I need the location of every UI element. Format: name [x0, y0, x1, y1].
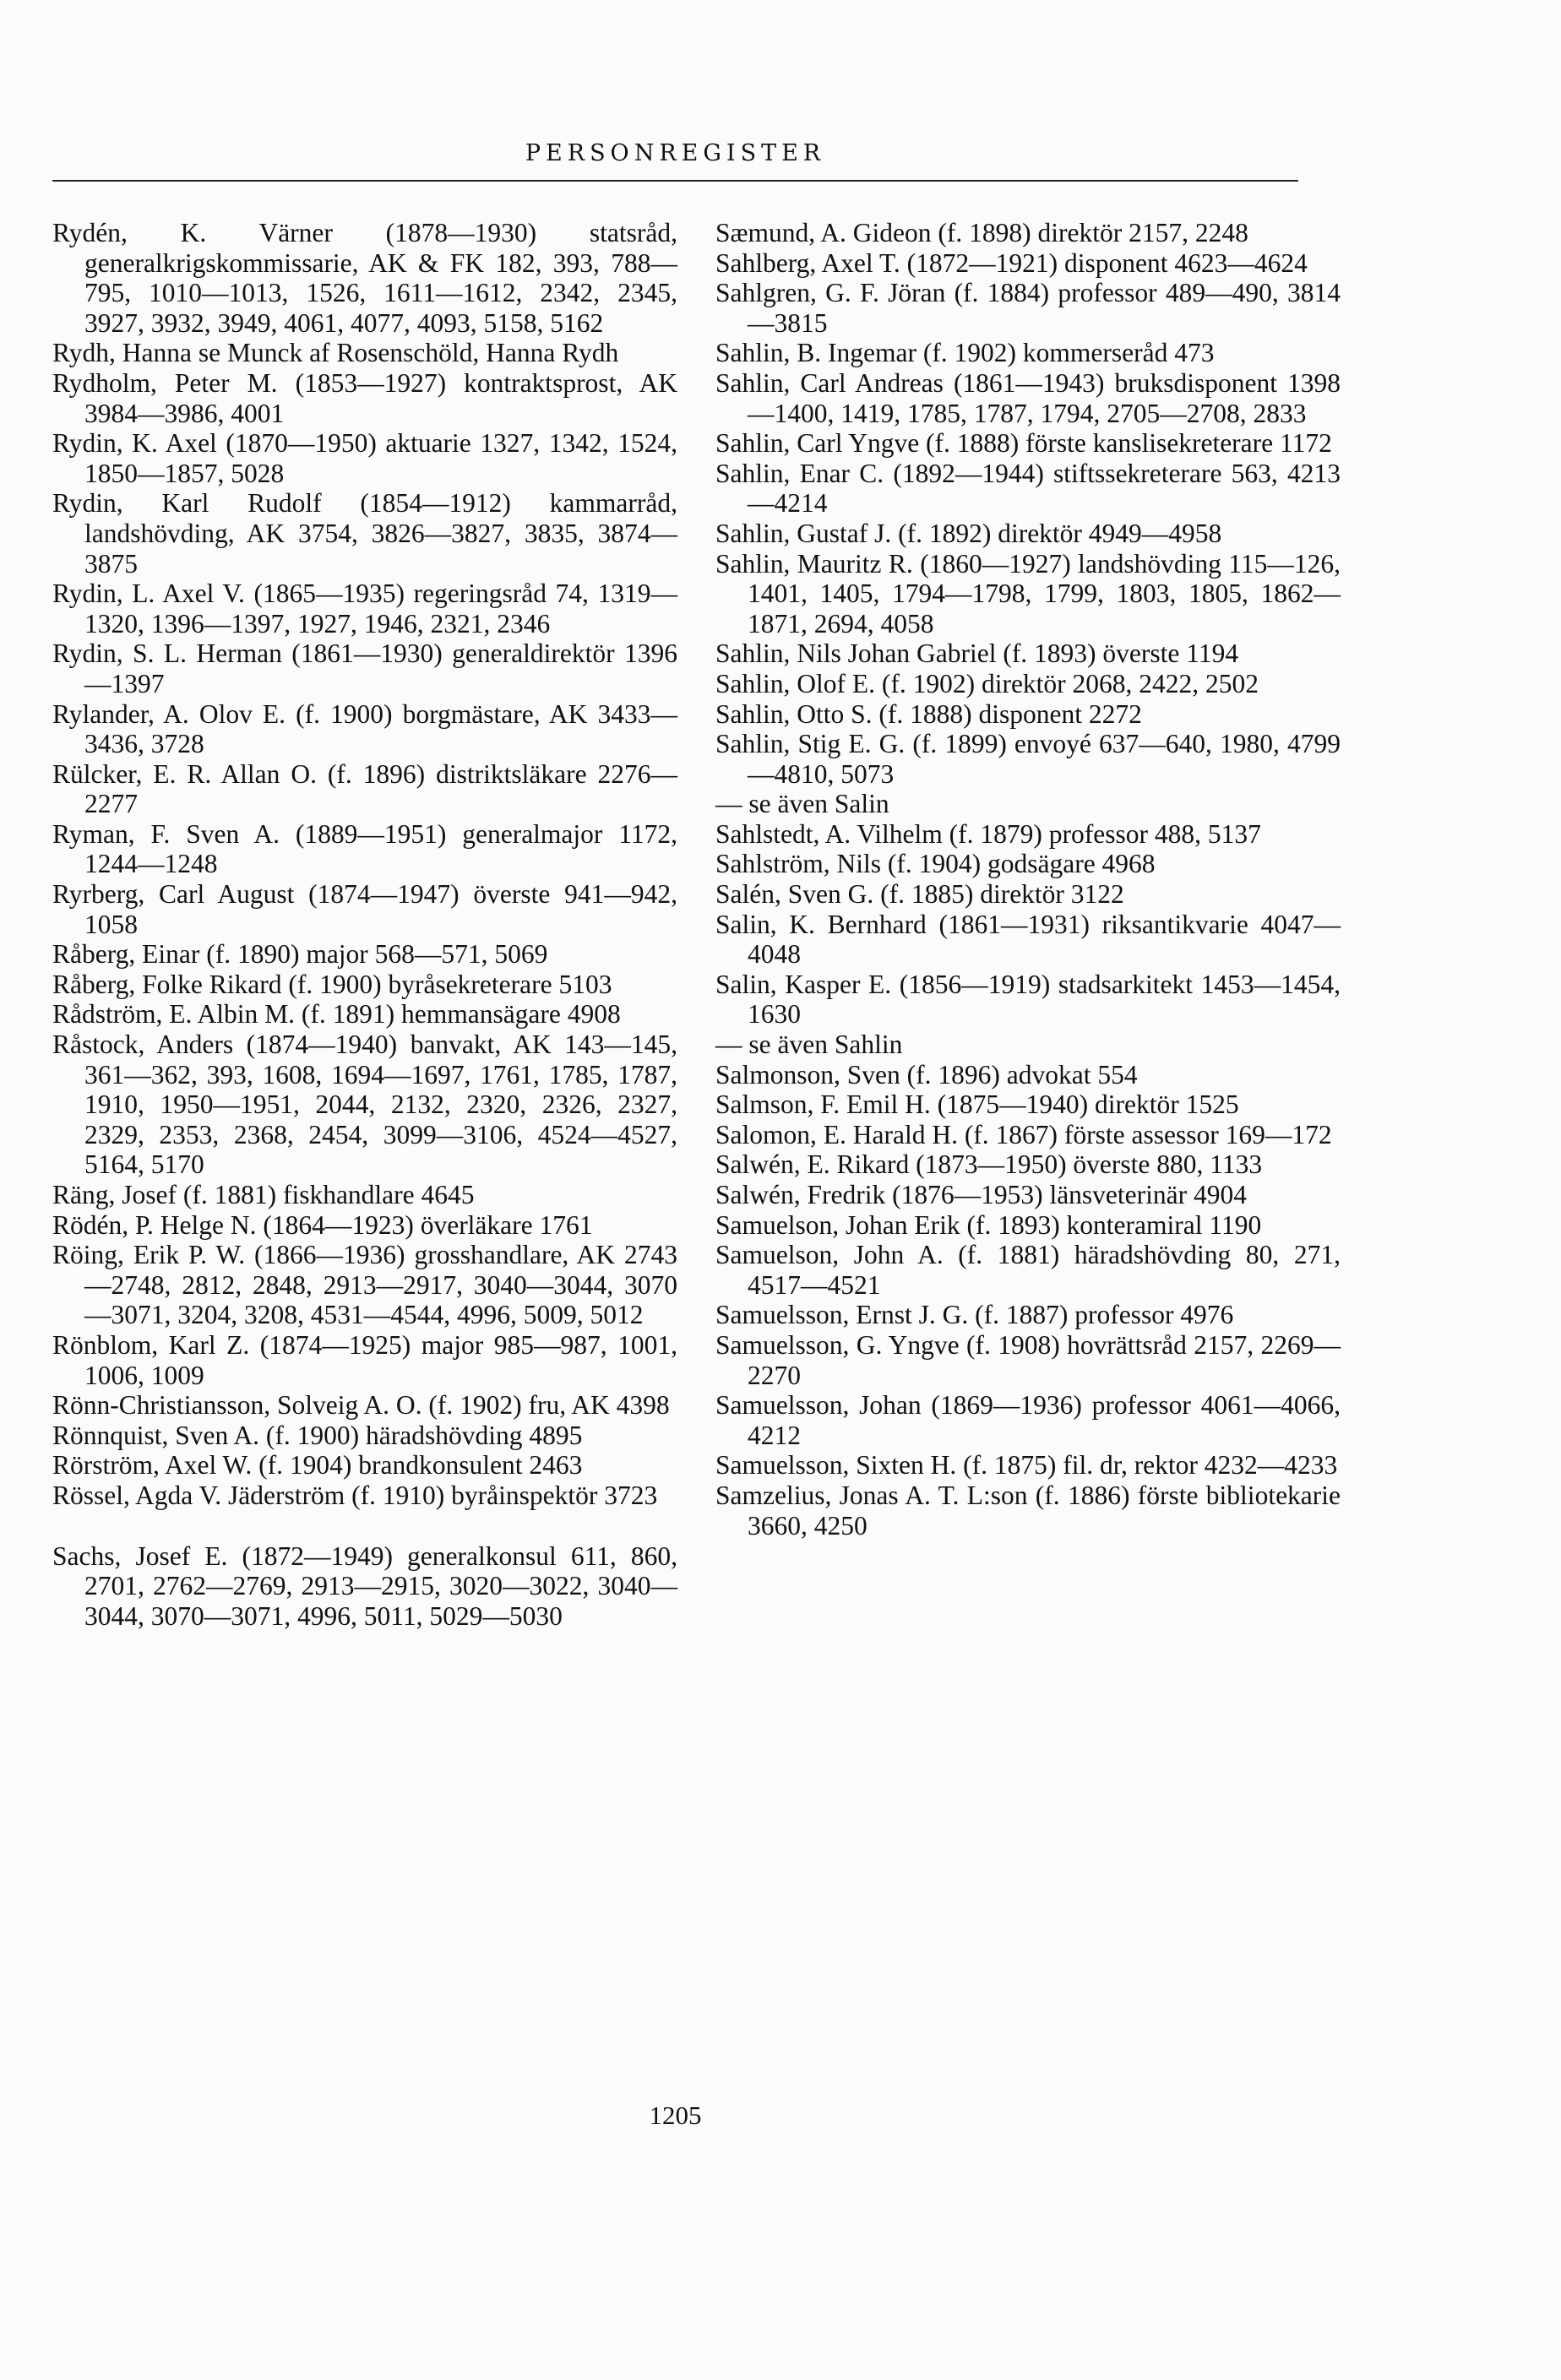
index-entry: Salin, K. Bernhard (1861—1931) riksantikvarie 4047—4048	[715, 909, 1341, 970]
index-entry: Rülcker, E. R. Allan O. (f. 1896) distriktsläkare 2276—2277	[52, 758, 677, 819]
index-entry: Rydén, K. Värner (1878—1930) statsråd, generalkrigskommissarie, AK & FK 182, 393, 788—795, 1010—1013, 1526, 1611—1612, 2342, 2345, 3927, 3932, 3949, 4061, 4077, 4093, 5158, 5162	[52, 218, 677, 338]
index-entry: Sahlin, Carl Yngve (f. 1888) förste kanslisekreterare 1172	[715, 428, 1332, 459]
index-entry: Samuelson, John A. (f. 1881) häradshövding 80, 271, 4517—4521	[715, 1240, 1341, 1300]
index-entry: Rödén, P. Helge N. (1864—1923) överläkare 1761	[52, 1209, 593, 1240]
index-entry: Samuelsson, Johan (1869—1936) professor 4061—4066, 4212	[715, 1390, 1341, 1450]
index-entry: Salomon, E. Harald H. (f. 1867) förste assessor 169—172	[715, 1119, 1332, 1149]
index-entry: Ryrberg, Carl August (1874—1947) överste 941—942, 1058	[52, 879, 677, 939]
index-entry: Rydin, Karl Rudolf (1854—1912) kammarråd, landshövding, AK 3754, 3826—3827, 3835, 3874—3875	[52, 488, 677, 579]
index-entry: Rydholm, Peter M. (1853—1927) kontraktsprost, AK 3984—3986, 4001	[52, 367, 677, 428]
index-entry: Ryman, F. Sven A. (1889—1951) generalmajor 1172, 1244—1248	[52, 818, 677, 879]
index-entry: Sachs, Josef E. (1872—1949) generalkonsul 611, 860, 2701, 2762—2769, 2913—2915, 3020—3022, 3040—3044, 3070—3071, 4996, 5011, 5029—5030	[52, 1540, 677, 1631]
index-entry: Sahlin, Nils Johan Gabriel (f. 1893) överste 1194	[715, 638, 1239, 669]
index-entry: Sahlin, Carl Andreas (1861—1943) bruksdisponent 1398—1400, 1419, 1785, 1787, 1794, 2705—2708, 2833	[715, 367, 1341, 428]
index-entry: Råberg, Folke Rikard (f. 1900) byråsekreterare 5103	[52, 969, 612, 999]
index-entry: Samuelsson, Ernst J. G. (f. 1887) professor 4976	[715, 1300, 1234, 1330]
index-entry: Sahlin, Enar C. (1892—1944) stiftssekreterare 563, 4213—4214	[715, 458, 1341, 519]
index-entry: Sahlin, Mauritz R. (1860—1927) landshövding 115—126, 1401, 1405, 1794—1798, 1799, 1803, 1805, 1862—1871, 2694, 4058	[715, 548, 1341, 638]
index-entry: Rörström, Axel W. (f. 1904) brandkonsulent 2463	[52, 1450, 583, 1481]
index-entry: Sahlin, Stig E. G. (f. 1899) envoyé 637—640, 1980, 4799—4810, 5073	[715, 729, 1341, 789]
header-rule	[52, 180, 1298, 182]
index-entry: Räng, Josef (f. 1881) fiskhandlare 4645	[52, 1180, 475, 1209]
right-column	[715, 218, 1341, 1540]
index-entry: Sahlström, Nils (f. 1904) godsägare 4968	[715, 849, 1156, 879]
page-number: 1205	[649, 2100, 702, 2130]
index-entry: Samuelson, Johan Erik (f. 1893) konteramiral 1190	[715, 1209, 1262, 1240]
index-entry: Rylander, A. Olov E. (f. 1900) borgmästare, AK 3433—3436, 3728	[52, 698, 677, 759]
index-entry: Rådström, E. Albin M. (f. 1891) hemmansägare 4908	[52, 999, 621, 1030]
index-entry: Röing, Erik P. W. (1866—1936) grosshandlare, AK 2743—2748, 2812, 2848, 2913—2917, 3040—3044, 3070—3071, 3204, 3208, 4531—4544, 4996, 5009, 5012	[52, 1240, 677, 1330]
index-entry: Rönblom, Karl Z. (1874—1925) major 985—987, 1001, 1006, 1009	[52, 1329, 677, 1390]
index-entry: Rössel, Agda V. Jäderström (f. 1910) byråinspektör 3723	[52, 1480, 658, 1510]
index-entry: Rydin, K. Axel (1870—1950) aktuarie 1327, 1342, 1524, 1850—1857, 5028	[52, 428, 677, 488]
index-entry: Rönn-Christiansson, Solveig A. O. (f. 1902) fru, AK 4398	[52, 1390, 670, 1421]
index-entry: Sahlin, B. Ingemar (f. 1902) kommerseråd 473	[715, 338, 1215, 368]
index-entry: Salwén, E. Rikard (1873—1950) överste 880, 1133	[715, 1149, 1263, 1180]
index-entry: Råstock, Anders (1874—1940) banvakt, AK 143—145, 361—362, 393, 1608, 1694—1697, 1761, 1785, 1787, 1910, 1950—1951, 2044, 2132, 2320, 2326, 2327, 2329, 2353, 2368, 2454, 3099—3106, 4524—4527, 5164, 5170	[52, 1030, 677, 1180]
index-entry: Samzelius, Jonas A. T. L:son (f. 1886) förste bibliotekarie 3660, 4250	[715, 1480, 1341, 1540]
index-entry: Salmonson, Sven (f. 1896) advokat 554	[715, 1059, 1138, 1089]
index-entry: Samuelsson, G. Yngve (f. 1908) hovrättsråd 2157, 2269—2270	[715, 1329, 1341, 1390]
index-entry: Samuelsson, Sixten H. (f. 1875) fil. dr, rektor 4232—4233	[715, 1450, 1338, 1481]
index-entry: Sahlstedt, A. Vilhelm (f. 1879) professor 488, 5137	[715, 818, 1261, 849]
index-entry: Rydin, S. L. Herman (1861—1930) generaldirektör 1396—1397	[52, 638, 677, 698]
index-entry: Salin, Kasper E. (1856—1919) stadsarkitekt 1453—1454, 1630	[715, 969, 1341, 1030]
index-entry: Sahlgren, G. F. Jöran (f. 1884) professor 489—490, 3814—3815	[715, 278, 1341, 338]
index-entry: Salwén, Fredrik (1876—1953) länsveterinär 4904	[715, 1180, 1247, 1209]
index-entry: — se även Salin	[715, 789, 889, 819]
index-entry: Sahlberg, Axel T. (1872—1921) disponent 4623—4624	[715, 247, 1308, 278]
index-entry: Råberg, Einar (f. 1890) major 568—571, 5069	[52, 939, 548, 970]
index-entry: Sahlin, Gustaf J. (f. 1892) direktör 4949—4958	[715, 518, 1222, 548]
index-entry: Sahlin, Olof E. (f. 1902) direktör 2068, 2422, 2502	[715, 668, 1259, 698]
index-entry: Rydh, Hanna se Munck af Rosenschöld, Hanna Rydh	[52, 338, 619, 368]
left-column	[52, 218, 677, 1631]
index-entry: Rönnquist, Sven A. (f. 1900) häradshövding 4895	[52, 1420, 583, 1450]
index-entry: Sæmund, A. Gideon (f. 1898) direktör 2157, 2248	[715, 218, 1248, 247]
index-entry: Rydin, L. Axel V. (1865—1935) regeringsråd 74, 1319—1320, 1396—1397, 1927, 1946, 2321, 2346	[52, 579, 677, 638]
running-header: PERSONREGISTER	[525, 140, 826, 166]
index-entry: — se även Sahlin	[715, 1030, 903, 1060]
index-entry: Salmson, F. Emil H. (1875—1940) direktör 1525	[715, 1089, 1239, 1120]
index-entry: Salén, Sven G. (f. 1885) direktör 3122	[715, 879, 1124, 910]
index-entry: Sahlin, Otto S. (f. 1888) disponent 2272	[715, 698, 1142, 729]
